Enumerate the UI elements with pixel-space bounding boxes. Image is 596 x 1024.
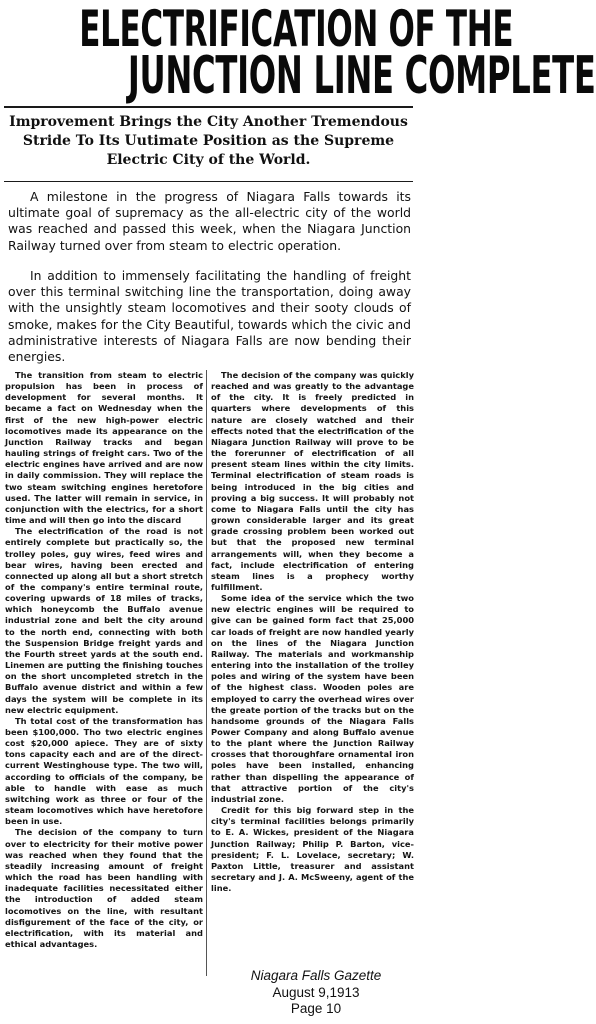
subhead-rule [4, 181, 413, 182]
body-paragraph: The decision of the company to turn over to electricity for their motive power was reached when they found that the steadily increasing amount of freight which the road has been handling with inadequate facilities necessitated either the introduction of added steam locomotives on the line, with resultant disfigurement of the face of the city, or electrification, with its material and ethical advantages. [5, 827, 203, 949]
headline-line-1: ELECTRIFICATION OF THE [79, 0, 514, 58]
lede-paragraph: In addition to immensely facilitating the handling of freight over this terminal switching line the transportation, doing away with the unsightly steam locomotives and their sooty clouds of smoke, makes for the City Beautiful, towards which the civic and administrative interests of Niagara Falls are now bending their energies. [8, 268, 411, 365]
body-paragraph: The decision of the company was quickly reached and was greatly to the advantage of the city. It is freely predicted in quarters where developments of this nature are closely watched and their effects noted that the electrification of the Niagara Junction Railway will prove to be the forerunner of electrification of all present steam lines within the city limits. Terminal electrification of steam roads is being introduced in the big cities and proving a big success. It will probably not come to Niagara Falls until the city has grown considerable larger and its great grade crossing problem been worked out but that the proposed new terminal arrangements will, when they become a fact, include electrification of entering steam lines is a prophecy worthy fulfillment. [211, 370, 414, 592]
caption-publication: Niagara Falls Gazette [250, 968, 382, 983]
headline-line-2: JUNCTION LINE COMPLETE [127, 46, 596, 106]
body-paragraph: Some idea of the service which the two new electric engines will be required to give can be gained form fact that 25,000 car loads of freight are now handled yearly on the lines of the Niagara Junction Railway. The materials and workmanship entering into the installation of the trolley poles and wiring of the system have been of the highest class. Wooden poles are employed to carry the overhead wires over the greate portion of the tracks but on the handsome grounds of the Niagara Falls Power Company and along Buffalo avenue to the plant where the Junction Railway crosses that thoroughfare ornamental iron poles have been installed, enhancing rather than dispelling the appearance of that attractive portion of the city's industrial zone. [211, 593, 414, 804]
subheadline: Improvement Brings the City Another Tremendous Stride To Its Uutimate Position as the Supreme Electric City of the World. [9, 114, 408, 168]
body-paragraph: The electrification of the road is not entirely complete but practically so, the trolley poles, guy wires, feed wires and bear wires, having been erected and connected up along all but a short stretch of the company's entire terminal route, covering upwards of 18 miles of tracks, which honeycomb the Buffalo avenue industrial zone and belt the city around to the north end, connecting with both the Suspension Bridge freight yards and the Fourth street yards at the south end. Linemen are putting the finishing touches on the short uncompleted stretch in the Buffalo avenue district and within a few days the system will be complete in its new electric equipment. [5, 526, 203, 715]
left-column [5, 370, 203, 950]
right-column [211, 370, 414, 894]
headline-rule [4, 106, 413, 108]
source-caption [218, 968, 414, 1018]
column-divider [206, 370, 207, 976]
lede-paragraph: A milestone in the progress of Niagara Falls towards its ultimate goal of supremacy as the all-electric city of the world was reached and passed this week, when the Niagara Junction Railway turned over from steam to electric operation. [8, 189, 411, 253]
body-paragraph: The transition from steam to electric propulsion has been in process of development for several months. It became a fact on Wednesday when the first of the new high-power electric locomotives made its appearance on the Junction Railway tracks and began hauling strings of freight cars. Two of the electric engines have arrived and are now in daily commission. They will replace the two steam switching engines heretofore used. The latter will remain in service, in conjunction with the electrics, for a short time and will then go into the discard [5, 370, 203, 526]
body-paragraph: Credit for this big forward step in the city's terminal facilities belongs primarily to E. A. Wickes, president of the Niagara Junction Railway; Philip P. Barton, vice-president; F. L. Lovelace, secretary; W. Paxton Little, treasurer and assistant secretary and J. A. McSweeny, agent of the line. [211, 805, 414, 894]
caption-date: August 9,1913 [272, 984, 360, 1000]
body-paragraph: Th total cost of the transformation has been $100,000. Tho two electric engines cost $20,000 apiece. They are of sixty tons capacity each and are of the direct-current Westinghouse type. The two will, according to officials of the company, be able to handle with ease as much switching work as three or four of the steam locomotives which have heretofore been in use. [5, 715, 203, 827]
caption-page: Page 10 [290, 1001, 342, 1016]
